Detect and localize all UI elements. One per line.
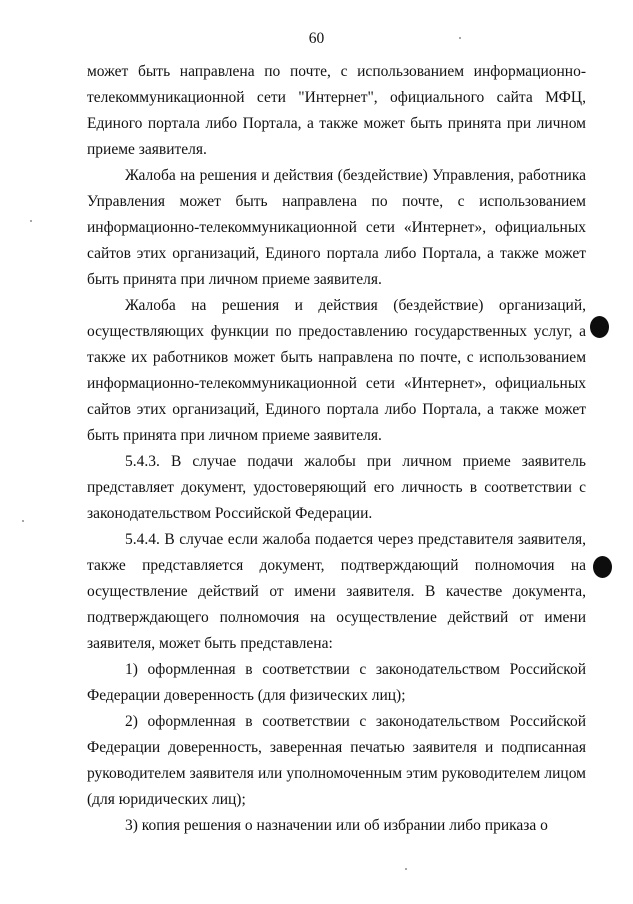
paragraph-complaint-organizations: Жалоба на решения и действия (бездействие) организаций, осуществляющих функции по предоставлению государственных услуг, а также их работников может быть направлена по почте, с использованием информационно-телекоммуникационной сети «Интернет», официальных сайтов этих организаций, Единого портала либо Портала, а также может быть принята при личном приеме заявителя. xyxy=(87,297,586,444)
scan-speck xyxy=(22,520,24,522)
paragraph-5-4-3: 5.4.3. В случае подачи жалобы при личном приеме заявитель представляет документ, удостоверяющий его личность в соответствии с законодательством Российской Федерации. xyxy=(87,453,586,522)
paragraph-5-4-4: 5.4.4. В случае если жалоба подается через представителя заявителя, также представляется документ, подтверждающий полномочия на осуществление действий от имени заявителя. В качестве документа, подтверждающего полномочия на осуществление действий от имени заявителя, может быть представлена: xyxy=(87,531,586,652)
document-body xyxy=(87,59,586,839)
scan-speck xyxy=(459,37,461,39)
paragraph-continuation: может быть направлена по почте, с использованием информационно-телекоммуникационной сети "Интернет", официального сайта МФЦ, Единого портала либо Портала, а также может быть принята при личном приеме заявителя. xyxy=(87,63,586,158)
scan-speck xyxy=(30,220,32,222)
hole-punch-mark xyxy=(590,316,609,338)
scan-speck xyxy=(405,868,407,870)
paragraph-complaint-administration: Жалоба на решения и действия (бездействие) Управления, работника Управления может быть направлена по почте, с использованием информационно-телекоммуникационной сети «Интернет», официальных сайтов этих организаций, Единого портала либо Портала, а также может быть принята при личном приеме заявителя. xyxy=(87,167,586,288)
page-number: 60 xyxy=(308,30,325,47)
list-item-2: 2) оформленная в соответствии с законодательством Российской Федерации доверенность, заверенная печатью заявителя и подписанная руководителем заявителя или уполномоченным этим руководителем лицом (для юридических лиц); xyxy=(87,713,586,808)
list-item-3: 3) копия решения о назначении или об избрании либо приказа о xyxy=(125,817,548,834)
list-item-1: 1) оформленная в соответствии с законодательством Российской Федерации доверенность (для физических лиц); xyxy=(87,661,586,704)
hole-punch-mark xyxy=(593,556,612,578)
